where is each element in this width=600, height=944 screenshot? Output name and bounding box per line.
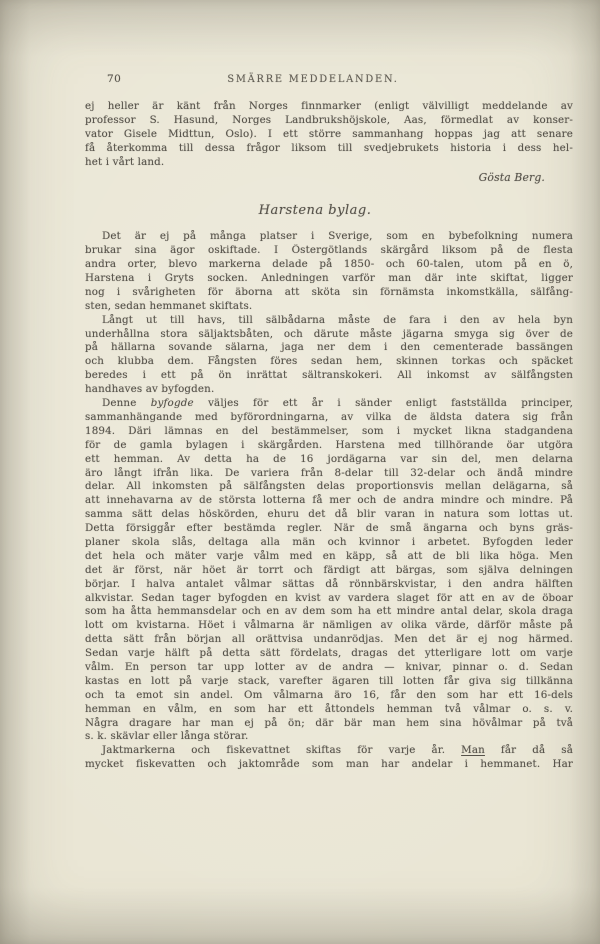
- text-line: vator Gisele Midttun, Oslo). I ett större sammanhang hoppas jag att senare: [85, 127, 573, 140]
- text-line: andra orter, blevo markerna delade på 1850- och 60-talen, utom på en ö,: [85, 258, 573, 271]
- text-line: och ta emot sin andel. Om vålmarna äro 16, får den som har ett 16-dels: [85, 688, 573, 701]
- text-line: ej heller är känt från Norges finnmarker (enligt välvilligt meddelande av: [85, 100, 573, 112]
- text-line: delar. All inkomsten på sälfångsten delas proportionsvis mellan delägarna, så: [85, 480, 573, 493]
- text-line: Långt ut till havs, till sälbådarna måste de fara i den av hela byn: [102, 313, 573, 326]
- text-line: samma sätt delas höskörden, ehuru det då blir varan in natura som lottas ut.: [85, 508, 573, 521]
- page-number: 70: [107, 73, 122, 85]
- section-heading: Harstena bylag.: [258, 203, 372, 219]
- paragraph: [85, 230, 573, 313]
- text-line: beredes i ett på ön inrättat sältranskokeri. All inkomst av sälfångsten: [85, 369, 573, 382]
- text-line: vålm. En person tar upp lotter av de andra — knivar, pinnar o. d. Sedan: [85, 660, 573, 673]
- text-line: hemman en vålm, en som har ett åttondels hemman två vålmar o. s. v.: [85, 702, 573, 715]
- text-line: börjar. I halva antalet vålmar sättas då rönnbärskvistar, i den andra hälften: [85, 577, 573, 590]
- text-line: Denne byfogde väljes för ett år i sänder enligt fastställda principer,: [102, 397, 573, 410]
- text-line: kastas en lott på varje stack, varefter ägaren till lotten får giva sig tillkänna: [85, 674, 573, 687]
- paragraph: [85, 744, 573, 772]
- text-line: handhaves av byfogden.: [85, 383, 215, 396]
- text-line: få återkomma till dessa frågor liksom till svedjebrukets historia i dess hel-: [85, 141, 573, 154]
- text-line: mycket fiskevatten och jaktområde som man har andelar i hemmanet. Har: [85, 758, 573, 771]
- paragraph: [85, 397, 573, 744]
- text-line: Några dragare har man ej på ön; där bär man hem sina hövålmar på två: [85, 716, 573, 729]
- running-header: SMÄRRE MEDDELANDEN.: [227, 74, 399, 85]
- text-line: Sedan varje hälft på detta sätt fördelats, dragas det ytterligare lott om varje: [85, 647, 573, 660]
- text-line: professor S. Hasund, Norges Landbrukshöjskole, Aas, förmedlat av konser-: [85, 113, 573, 126]
- text-line: det hela och mäter varje vålm med en käpp, så att de bli lika höga. Men: [85, 549, 573, 562]
- text-line: det är först, när höet är torrt och färdigt att bärgas, som själva delningen: [85, 563, 573, 576]
- text-line: planer skola slås, deltaga alla män och kvinnor i arbetet. Byfogden leder: [85, 535, 573, 548]
- text-line: Detta försiggår efter bestämda regler. När de små ängarna och byns gräs-: [85, 522, 573, 535]
- text-line: s. k. skävlar eller långa störar.: [85, 730, 249, 743]
- paragraph: [85, 100, 573, 169]
- text-line: nog i svårigheten för äborna att sköta sin förnämsta inkomstkälla, sälfång-: [85, 285, 573, 298]
- text-line: Jaktmarkerna och fiskevattnet skiftas för varje år. Man får då så: [102, 744, 573, 757]
- text-line: brukar sina ägor oskiftade. I Östergötlands skärgård liksom på de flesta: [85, 244, 573, 257]
- text-line: för de gamla bylagen i skärgården. Harstena med tillhörande öar utgöra: [85, 438, 573, 451]
- text-line: och klubba dem. Fångsten föres sedan hem, skinnen torkas och späcket: [85, 355, 573, 368]
- text-line: som ha åtta hemmansdelar och en av dem som ha ett mindre antal delar, skola draga: [85, 605, 573, 618]
- text-line: underhållna stora säljaktsbåten, och därute måste jägarna smyga sig över de: [85, 327, 573, 340]
- text-line: på hällarna sovande sälarna, jaga ner dem i den cementerade bassängen: [85, 341, 573, 354]
- text-line: Harstena i Gryts socken. Anledningen varför man där inte skiftat, ligger: [85, 272, 573, 285]
- text-column: [85, 100, 573, 772]
- text-line: sammanhängande med byförordningarna, av vilka de äldsta datera sig från: [85, 410, 573, 423]
- text-line: detta sätt från början all orättvisa undanrödjas. Men det är ej nog härmed.: [85, 633, 573, 646]
- text-line: ett hemman. Av detta ha de 16 jordägarna var sin del, men delarna: [85, 452, 573, 465]
- paragraph: [85, 314, 573, 397]
- text-line: alkvistar. Sedan tager byfogden en kvist av vardera slaget för att en av de öboar: [85, 591, 573, 604]
- text-line: äro långt ifrån lika. De variera från 8-delar till 32-delar och ändå mindre: [85, 466, 573, 479]
- text-line: het i vårt land.: [85, 155, 165, 168]
- text-line: sten, sedan hemmanet skiftats.: [85, 299, 253, 312]
- text-line: att innehavarna av de största lotterna få mer och de andra mindre och mindre. På: [85, 494, 573, 507]
- text-line: 1894. Däri lämnas en del bestämmelser, som i mycket likna stadgandena: [85, 424, 573, 437]
- author-signature: Gösta Berg.: [478, 171, 545, 185]
- text-line: lott om kvistarna. Höet i vålmarna är nämligen av olika värde, därför måste på: [85, 619, 573, 632]
- text-line: Det är ej på många platser i Sverige, som en bybefolkning numera: [102, 230, 573, 243]
